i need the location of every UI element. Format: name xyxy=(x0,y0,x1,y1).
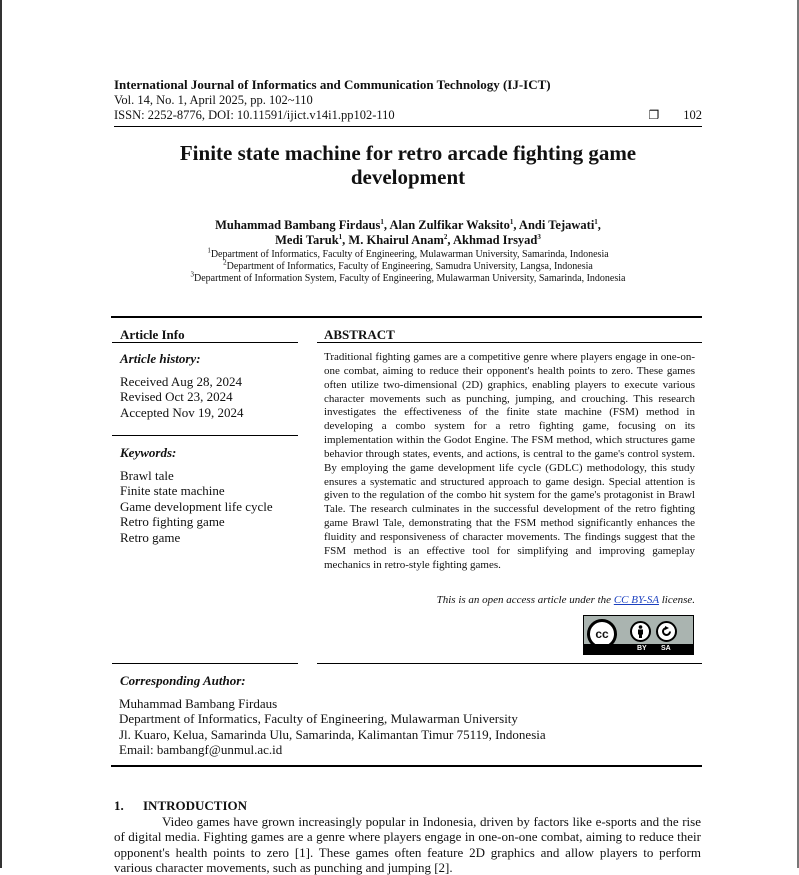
author-name: Muhammad Bambang Firdaus xyxy=(215,218,381,232)
affiliation: $^2$Department of Informatics, Faculty of Engineering, Samudra University, Langsa, Indonesia xyxy=(223,258,593,272)
keywords-rule xyxy=(112,435,298,436)
author-name: Medi Taruk xyxy=(275,233,339,247)
info-top-rule xyxy=(111,316,702,318)
keyword-list xyxy=(120,468,273,545)
keyword-item: Finite state machine xyxy=(120,483,225,499)
affiliation-list xyxy=(114,246,702,285)
badge-sa-label: SA xyxy=(661,645,671,652)
history-item: Received Aug 28, 2024 xyxy=(120,374,243,389)
keyword-item: Game development life cycle xyxy=(120,498,273,514)
badge-by-label: BY xyxy=(637,645,647,652)
corresponding-line: Department of Informatics, Faculty of Engineering, Mulawarman University xyxy=(119,711,518,727)
keyword-item: Retro fighting game xyxy=(120,514,225,530)
keyword-item: Brawl tale xyxy=(120,468,174,483)
corresponding-rule-right xyxy=(317,663,702,664)
corresponding-line: Jl. Kuaro, Kelua, Samarinda Ulu, Samarinda, Kalimantan Timur 75119, Indonesia xyxy=(119,726,546,742)
author-name: Andi Tejawati xyxy=(518,218,595,232)
history-list xyxy=(120,374,243,420)
keywords-heading: Keywords: xyxy=(120,445,177,460)
person-icon xyxy=(630,621,651,642)
history-item: Revised Oct 23, 2024 xyxy=(120,389,233,405)
cc-icon: cc xyxy=(587,619,617,649)
corresponding-heading: Corresponding Author: xyxy=(120,673,246,688)
author-list: Muhammad Bambang Firdaus$^1$, Alan Zulfikar Waksito$^1$, Andi Tejawati$^1$, Medi Taruk$^1$, M. Khairul Anam$^2$, Akhmad Irsyad$^3$ xyxy=(215,217,601,247)
volume-line: Vol. 14, No. 1, April 2025, pp. 102~110 xyxy=(114,93,313,107)
cc-by-sa-badge[interactable] xyxy=(583,615,694,655)
affiliation: $^1$Department of Informatics, Faculty of Engineering, Mulawarman University, Samarinda, Indonesia xyxy=(207,246,609,260)
author-name: M. Khairul Anam xyxy=(348,233,444,247)
corresponding-details xyxy=(119,696,546,758)
share-alike-icon xyxy=(656,621,677,642)
history-heading: Article history: xyxy=(120,351,201,366)
journal-title: International Journal of Informatics and Communication Technology (IJ-ICT) xyxy=(114,77,551,92)
paper-title xyxy=(114,141,702,189)
affiliation: $^3$Department of Information System, Faculty of Engineering, Mulawarman University, Samarinda, Indonesia xyxy=(190,270,626,284)
abstract-body: Traditional fighting games are a competitive genre where players engage in one-on-one combat, aiming to reduce their opponent's health points to zero. These games often utilize two-dimensional (2D) graphics, enabling players to execute various character movements such as punching, jumping, and crouching. This research investigates the effectiveness of the finite state machine (FSM) method in developing a combo system for a retro fighting game, focusing on its implementation within the Godot Engine. The FSM method, which structures game behavior through states, events, and actions, is central to the game's control system. By employing the game development life cycle (GDLC) methodology, this study ensures a systematic and structured approach to game design. Special attention is given to the regulation of the combo hit system for the game's protagonist in Brawl Tale. The research culminates in the successful development of the retro fighting game Brawl Tale, demonstrating that the FSM method significantly enhances the fluidity and responsiveness of character movements. The findings suggest that the FSM method is an effective tool for simplifying and improving gameplay mechanics in retro-style fighting games. xyxy=(324,351,695,571)
author-name: Akhmad Irsyad xyxy=(452,233,538,247)
section-title: INTRODUCTION xyxy=(143,798,248,813)
open-access-note: This is an open access article under the CC BY-SA license. xyxy=(436,594,695,606)
author-name: Alan Zulfikar Waksito xyxy=(389,218,510,232)
issn-row xyxy=(114,108,702,123)
keyword-item: Retro game xyxy=(120,529,181,545)
history-item: Accepted Nov 19, 2024 xyxy=(120,404,244,420)
page-number: 102 xyxy=(683,108,702,122)
abstract-heading: ABSTRACT xyxy=(324,327,395,342)
issn-line: ISSN: 2252-8776, DOI: 10.11591/ijict.v14i1.pp102-110 xyxy=(114,108,395,122)
square-bullet-icon: ❐ xyxy=(648,108,660,122)
license-link[interactable]: CC BY-SA xyxy=(613,594,659,606)
section-number: 1. xyxy=(114,798,124,813)
corresponding-line: Email: bambangf@unmul.ac.id xyxy=(119,742,283,758)
article-info-heading: Article Info xyxy=(120,327,185,342)
corresponding-line: Muhammad Bambang Firdaus xyxy=(119,696,278,711)
journal-header xyxy=(114,77,702,127)
corresponding-rule-left xyxy=(112,663,298,664)
page-edge-left xyxy=(0,0,2,868)
paper-title-line: development xyxy=(350,165,466,189)
intro-heading xyxy=(114,798,247,814)
intro-paragraph: Video games have grown increasingly popular in Indonesia, driven by factors like e-sports and the rise of digital media. Fighting games are a genre where players engage in one-on-one combat, aiming to reduce their opponent's health points to zero [1]. These games often feature 2D graphics and allow players to perform various character movements, such as punching and jumping [2]. xyxy=(114,814,701,875)
info-bottom-rule xyxy=(111,765,702,767)
paper-title-line: Finite state machine for retro arcade fighting game xyxy=(179,141,637,165)
header-rule xyxy=(114,126,702,127)
